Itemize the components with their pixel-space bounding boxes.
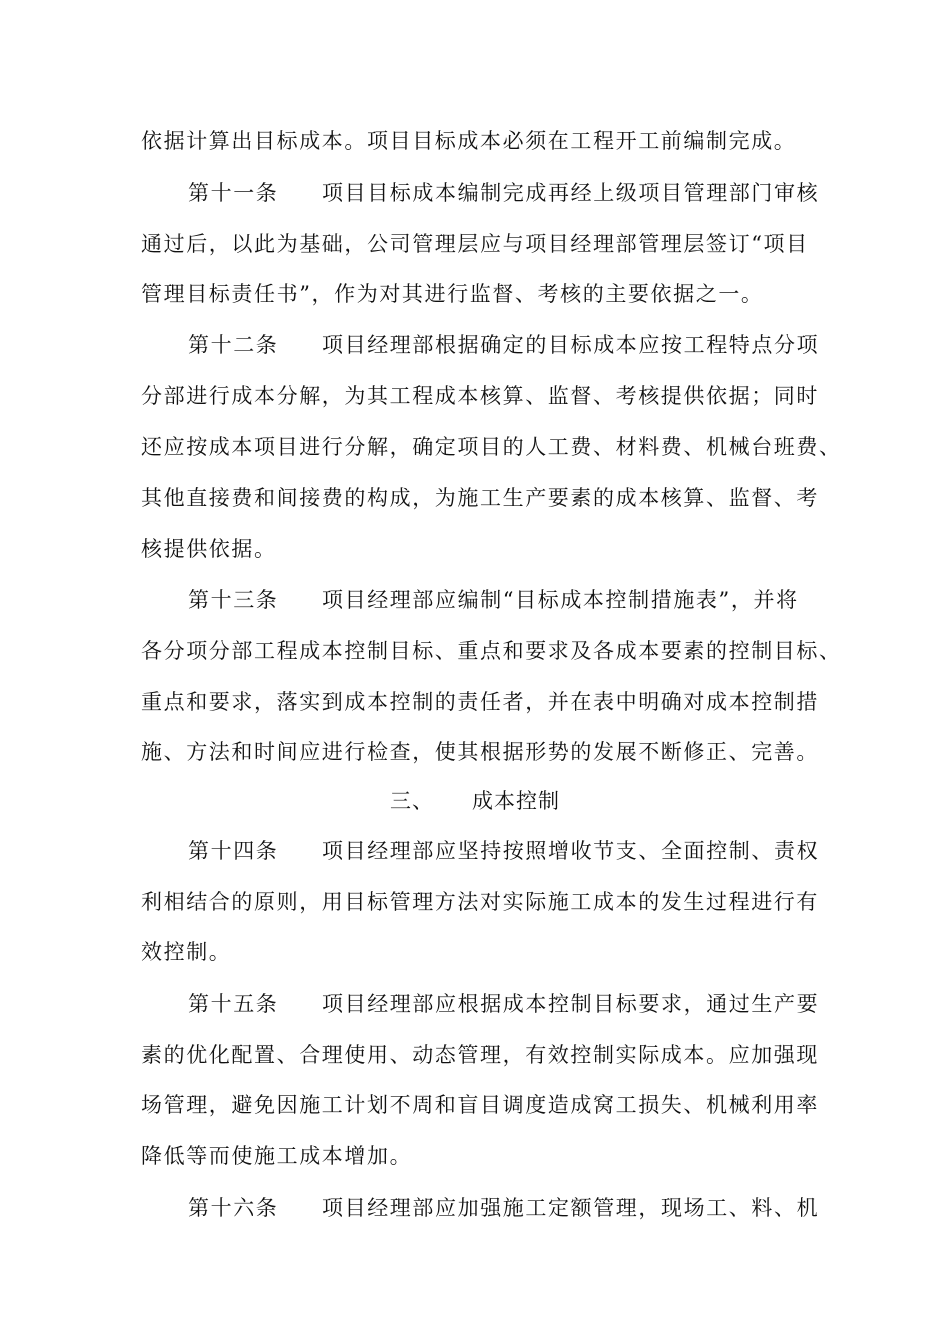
article-11-heading-line xyxy=(188,179,888,207)
article-number: 第十四条 xyxy=(188,839,279,863)
text-line: 管理目标责任书”，作为对其进行监督、考核的主要依据之一。 xyxy=(141,282,764,306)
text-line: 还应按成本项目进行分解，确定项目的人工费、材料费、机械台班费、 xyxy=(141,435,842,459)
text-line: 项目经理部应编制“目标成本控制措施表”，并将 xyxy=(322,588,799,612)
article-13-heading-line xyxy=(188,586,888,614)
text-line: 通过后，以此为基础，公司管理层应与项目经理部管理层签订“项目 xyxy=(141,232,809,256)
text-line: 素的优化配置、合理使用、动态管理，有效控制实际成本。应加强现 xyxy=(141,1043,819,1067)
text-line: 其他直接费和间接费的构成，为施工生产要素的成本核算、监督、考 xyxy=(141,486,819,510)
text-line: 利相结合的原则，用目标管理方法对实际施工成本的发生过程进行有 xyxy=(141,890,819,914)
text-line: 核提供依据。 xyxy=(141,537,277,561)
article-12-heading-line xyxy=(188,331,888,359)
section-number: 三、 xyxy=(390,789,434,813)
section-title: 成本控制 xyxy=(472,789,560,813)
text-line: 分部进行成本分解，为其工程成本核算、监督、考核提供依据；同时 xyxy=(141,384,819,408)
text-line: 场管理，避免因施工计划不周和盲目调度造成窝工损失、机械利用率 xyxy=(141,1093,819,1117)
article-number: 第十一条 xyxy=(188,181,279,205)
text-line: 施、方法和时间应进行检查，使其根据形势的发展不断修正、完善。 xyxy=(141,740,819,764)
text-line: 依据计算出目标成本。项目目标成本必须在工程开工前编制完成。 xyxy=(141,129,797,153)
article-number: 第十三条 xyxy=(188,588,279,612)
text-line: 重点和要求，落实到成本控制的责任者，并在表中明确对成本控制措 xyxy=(141,690,819,714)
article-number: 第十六条 xyxy=(188,1196,279,1220)
article-number: 第十五条 xyxy=(188,992,279,1016)
text-line: 项目经理部应加强施工定额管理，现场工、料、机 xyxy=(322,1196,820,1220)
article-16-heading-line xyxy=(188,1194,888,1222)
article-number: 第十二条 xyxy=(188,333,279,357)
text-line: 项目目标成本编制完成再经上级项目管理部门审核 xyxy=(322,181,820,205)
text-line: 降低等而使施工成本增加。 xyxy=(141,1144,413,1168)
text-line: 各分项分部工程成本控制目标、重点和要求及各成本要素的控制目标、 xyxy=(141,639,842,663)
text-line: 项目经理部根据确定的目标成本应按工程特点分项 xyxy=(322,333,820,357)
article-14-heading-line xyxy=(188,837,888,865)
article-15-heading-line xyxy=(188,990,888,1018)
text-line: 项目经理部应根据成本控制目标要求，通过生产要 xyxy=(322,992,820,1016)
section-heading xyxy=(0,787,950,815)
text-line: 效控制。 xyxy=(141,940,232,964)
text-line: 项目经理部应坚持按照增收节支、全面控制、责权 xyxy=(322,839,820,863)
